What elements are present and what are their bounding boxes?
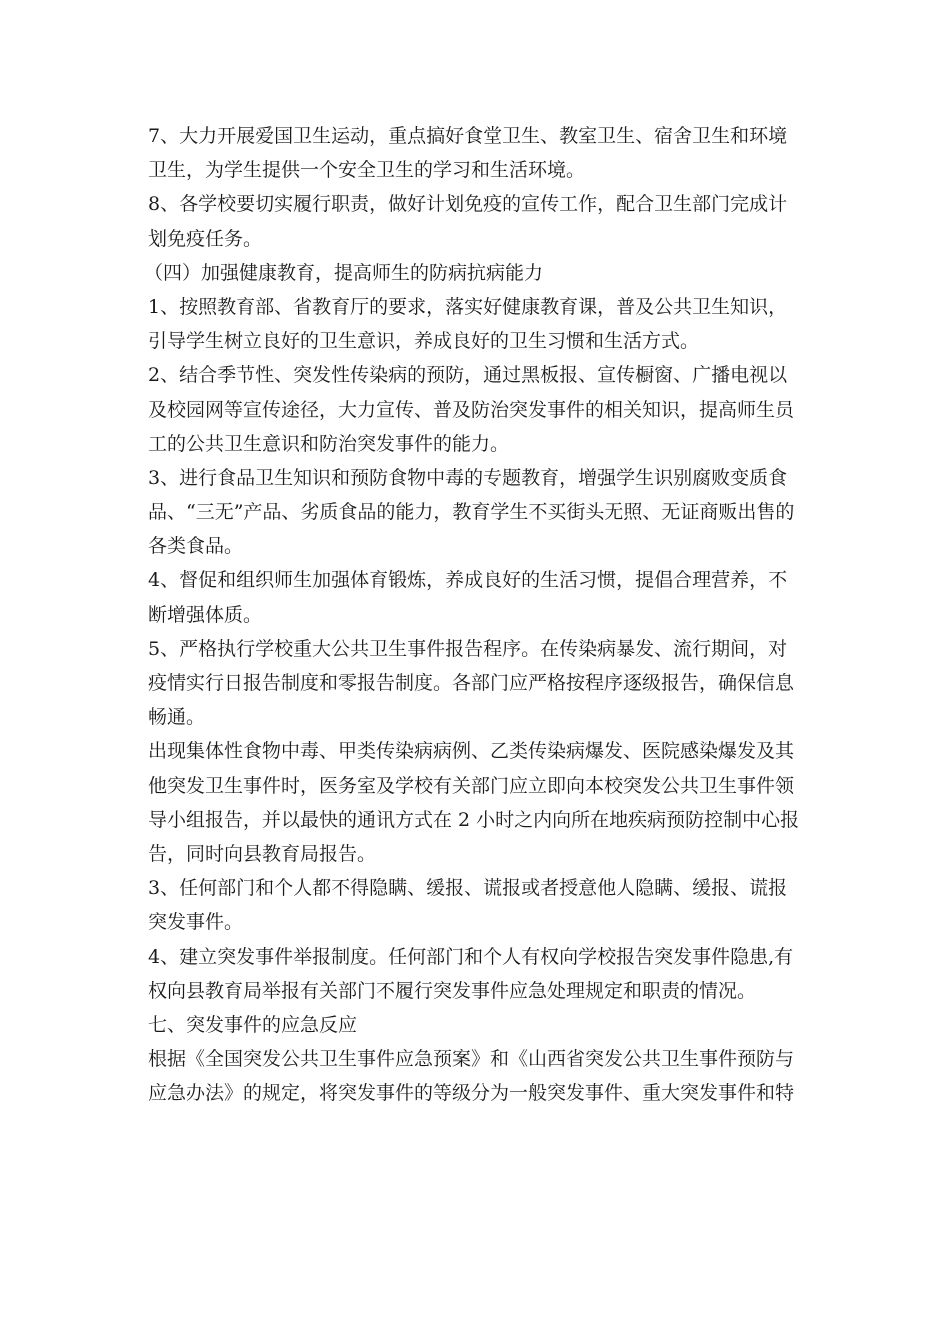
text-line: 他突发卫生事件时，医务室及学校有关部门应立即向本校突发公共卫生事件领 xyxy=(148,774,795,797)
text-line: 4、督促和组织师生加强体育锻炼，养成良好的生活习惯，提倡合理营养，不 xyxy=(148,569,788,592)
text-line: 断增强体质。 xyxy=(148,603,263,626)
text-line: 品、“三无”产品、劣质食品的能力，教育学生不买街头无照、无证商贩出售的 xyxy=(148,501,795,524)
document-body xyxy=(144,119,808,1110)
text-line: 导小组报告，并以最快的通讯方式在 2 小时之内向所在地疾病预防控制中心报 xyxy=(148,808,800,831)
section-heading: 七、突发事件的应急反应 xyxy=(148,1013,358,1036)
text-line: 突发事件。 xyxy=(148,911,244,934)
text-line: 4、建立突发事件举报制度。任何部门和个人有权向学校报告突发事件隐患,有 xyxy=(148,945,794,968)
text-line: 各类食品。 xyxy=(148,535,244,558)
text-line: 应急办法》的规定，将突发事件的等级分为一般突发事件、重大突发事件和特 xyxy=(148,1082,795,1105)
text-line: 疫情实行日报告制度和零报告制度。各部门应严格按程序逐级报告，确保信息 xyxy=(148,672,795,694)
text-line: 权向县教育局举报有关部门不履行突发事件应急处理规定和职责的情况。 xyxy=(148,979,757,1002)
text-line: 引导学生树立良好的卫生意识，养成良好的卫生习惯和生活方式。 xyxy=(148,330,700,353)
text-line: 1、按照教育部、省教育厅的要求，落实好健康教育课，普及公共卫生知识， xyxy=(148,295,788,318)
text-line: 卫生，为学生提供一个安全卫生的学习和生活环境。 xyxy=(148,159,586,182)
text-line: 5、严格执行学校重大公共卫生事件报告程序。在传染病暴发、流行期间，对 xyxy=(148,637,788,660)
text-line: 划免疫任务。 xyxy=(148,227,263,250)
text-line: 8、各学校要切实履行职责，做好计划免疫的宣传工作，配合卫生部门完成计 xyxy=(148,193,788,216)
text-line: 3、进行食品卫生知识和预防食物中毒的专题教育，增强学生识别腐败变质食 xyxy=(148,466,788,489)
text-line: 告，同时向县教育局报告。 xyxy=(148,842,377,865)
text-line: 3、任何部门和个人都不得隐瞒、缓报、谎报或者授意他人隐瞒、缓报、谎报 xyxy=(148,877,788,900)
text-line: 7、大力开展爱国卫生运动，重点搞好食堂卫生、教室卫生、宿舍卫生和环境 xyxy=(148,125,788,147)
text-line: 工的公共卫生意识和防治突发事件的能力。 xyxy=(148,432,510,455)
text-line: 畅通。 xyxy=(148,706,206,729)
text-line: 根据《全国突发公共卫生事件应急预案》和《山西省突发公共卫生事件预防与 xyxy=(148,1048,795,1071)
text-line: 出现集体性食物中毒、甲类传染病病例、乙类传染病爆发、医院感染爆发及其 xyxy=(148,740,795,763)
text-line: 2、结合季节性、突发性传染病的预防，通过黑板报、宣传橱窗、广播电视以 xyxy=(148,364,788,387)
section-heading: （四）加强健康教育，提高师生的防病抗病能力 xyxy=(144,261,544,284)
text-line: 及校园网等宣传途径，大力宣传、普及防治突发事件的相关知识，提高师生员 xyxy=(148,398,795,421)
